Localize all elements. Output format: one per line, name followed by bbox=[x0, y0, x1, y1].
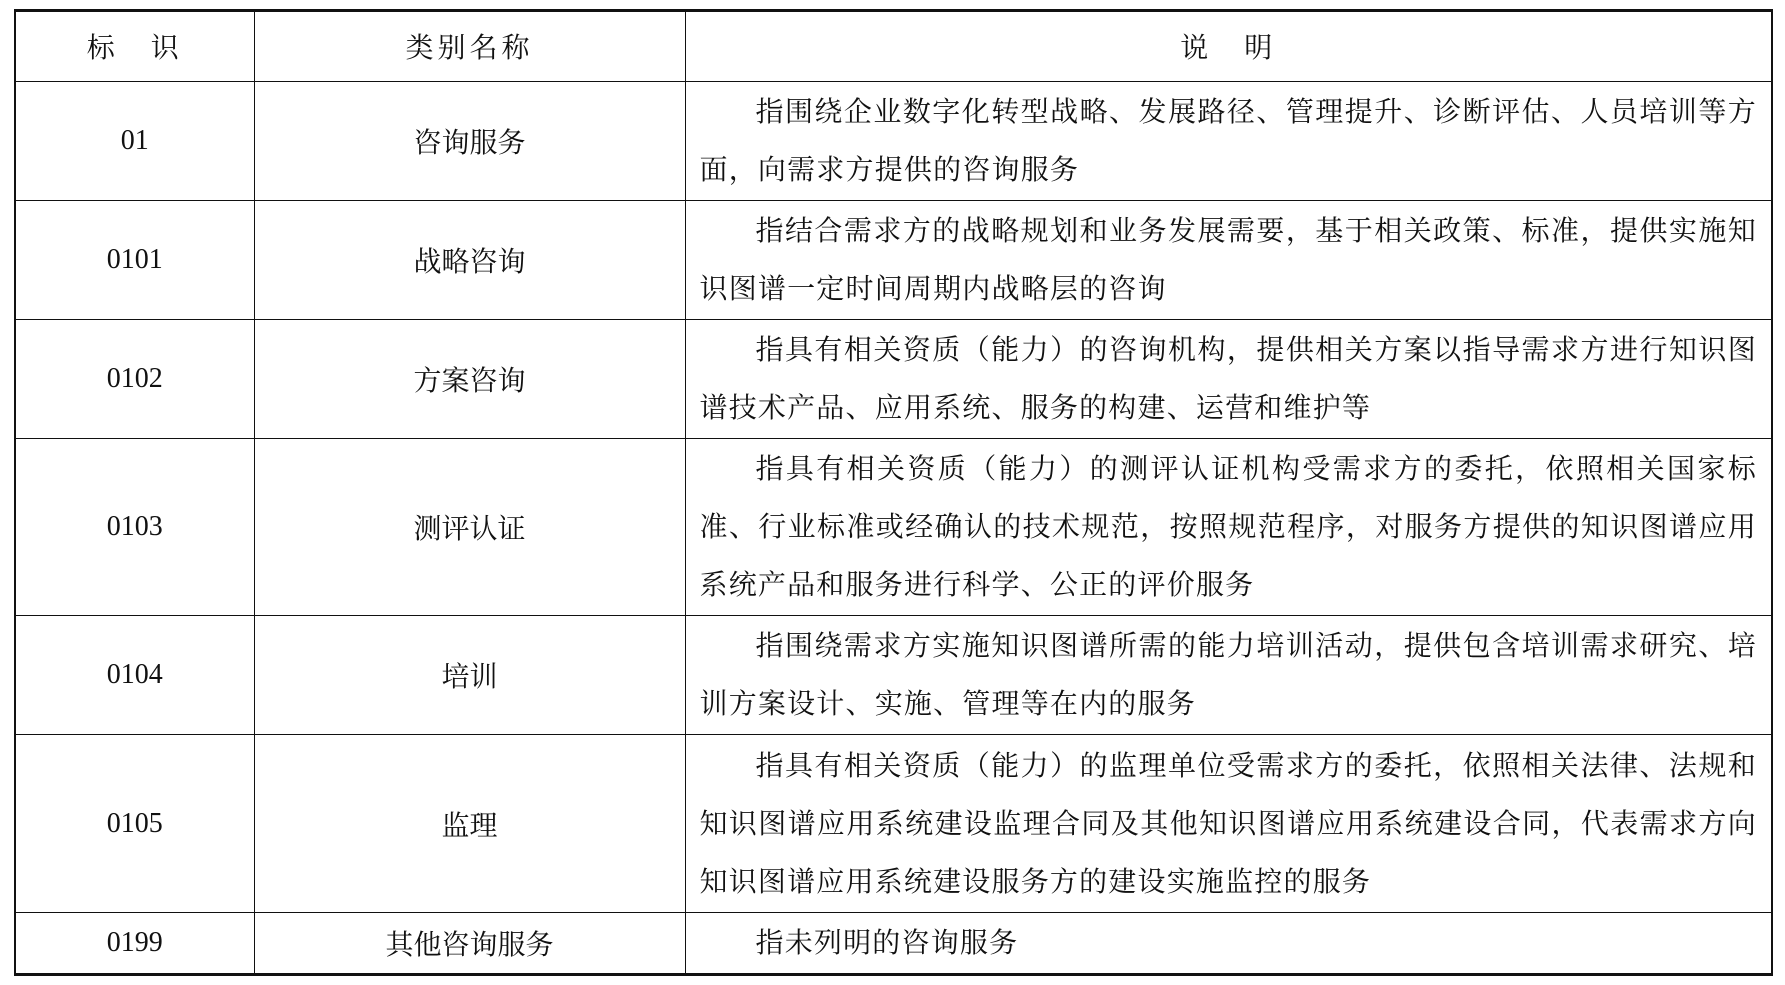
table-row bbox=[16, 200, 1771, 319]
table-row bbox=[16, 735, 1771, 913]
row-name: 测评认证 bbox=[254, 438, 685, 616]
table-row bbox=[16, 438, 1771, 616]
classification-table bbox=[16, 12, 1771, 973]
row-desc: 指未列明的咨询服务 bbox=[685, 913, 1771, 973]
header-desc bbox=[685, 12, 1771, 81]
header-code bbox=[16, 12, 254, 81]
row-desc: 指围绕需求方实施知识图谱所需的能力培训活动，提供包含培训需求研究、培训方案设计、实施、管理等在内的服务 bbox=[685, 616, 1771, 735]
table-row bbox=[16, 913, 1771, 973]
header-desc-label: 说 明 bbox=[1180, 31, 1277, 65]
row-name: 方案咨询 bbox=[254, 319, 685, 438]
table-row bbox=[16, 616, 1771, 735]
row-code: 0102 bbox=[16, 319, 254, 438]
header-name bbox=[254, 12, 685, 81]
row-name: 其他咨询服务 bbox=[254, 913, 685, 973]
table-row bbox=[16, 81, 1771, 200]
header-name-label: 类别名称 bbox=[405, 31, 534, 65]
row-name: 监理 bbox=[254, 735, 685, 913]
row-name: 培训 bbox=[254, 616, 685, 735]
row-desc: 指结合需求方的战略规划和业务发展需要，基于相关政策、标准，提供实施知识图谱一定时间周期内战略层的咨询 bbox=[685, 200, 1771, 319]
row-desc: 指具有相关资质（能力）的测评认证机构受需求方的委托，依照相关国家标准、行业标准或经确认的技术规范，按照规范程序，对服务方提供的知识图谱应用系统产品和服务进行科学、公正的评价服务 bbox=[685, 438, 1771, 616]
row-code: 01 bbox=[16, 81, 254, 200]
row-code: 0199 bbox=[16, 913, 254, 973]
table-row bbox=[16, 319, 1771, 438]
header-code-label: 标 识 bbox=[86, 31, 183, 65]
row-name: 战略咨询 bbox=[254, 200, 685, 319]
row-code: 0103 bbox=[16, 438, 254, 616]
row-desc: 指具有相关资质（能力）的咨询机构，提供相关方案以指导需求方进行知识图谱技术产品、应用系统、服务的构建、运营和维护等 bbox=[685, 319, 1771, 438]
table-header-row bbox=[16, 12, 1771, 81]
classification-table-frame bbox=[14, 9, 1773, 976]
row-desc: 指具有相关资质（能力）的监理单位受需求方的委托，依照相关法律、法规和知识图谱应用系统建设监理合同及其他知识图谱应用系统建设合同，代表需求方向知识图谱应用系统建设服务方的建设实施监控的服务 bbox=[685, 735, 1771, 913]
row-code: 0104 bbox=[16, 616, 254, 735]
row-name: 咨询服务 bbox=[254, 81, 685, 200]
row-desc: 指围绕企业数字化转型战略、发展路径、管理提升、诊断评估、人员培训等方面，向需求方提供的咨询服务 bbox=[685, 81, 1771, 200]
row-code: 0101 bbox=[16, 200, 254, 319]
row-code: 0105 bbox=[16, 735, 254, 913]
